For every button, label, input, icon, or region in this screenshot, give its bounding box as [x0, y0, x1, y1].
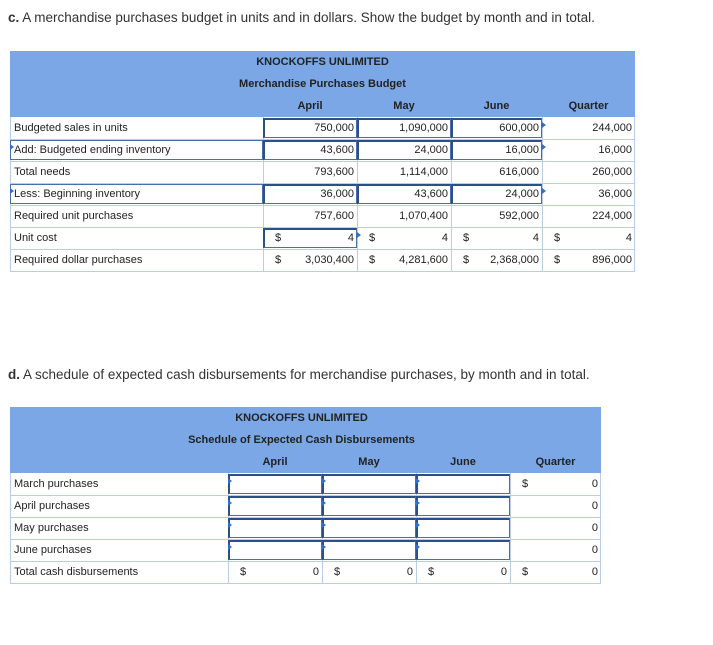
heading-c [8, 10, 595, 25]
budget-total-needs-may: 1,114,000 [399, 166, 448, 178]
may-purchases-quarter-value: 0 [591, 522, 598, 534]
table-row [10, 117, 635, 139]
budget-dollar-purchases-april: 3,030,400 [305, 254, 354, 266]
total-disbursements-april: 0 [312, 566, 319, 578]
budget-unit-purchases-june: 592,000 [499, 210, 539, 222]
budget-unit-cost-may-value: 4 [441, 232, 448, 244]
budget-ending-quarter-value: 16,000 [598, 144, 632, 156]
entry-flag-icon [322, 478, 326, 484]
budget-sales-may-value: 1,090,000 [399, 122, 448, 134]
dollar-sign: $ [369, 254, 376, 266]
heading-d-letter: d. [8, 367, 20, 382]
budget-ending-june-value: 16,000 [505, 144, 539, 156]
table-row [10, 539, 601, 561]
budget-total-needs-quarter: 260,000 [592, 166, 632, 178]
row-label-total-cash-disbursements: Total cash disbursements [14, 566, 139, 578]
march-purchases-april-input[interactable] [228, 474, 322, 494]
total-disbursements-quarter: 0 [591, 566, 598, 578]
dollar-sign: $ [240, 566, 247, 578]
entry-flag-icon [228, 544, 232, 550]
row-label-may-purchases: May purchases [14, 522, 89, 534]
entry-flag-icon [416, 478, 420, 484]
april-purchases-april-input[interactable] [228, 496, 322, 516]
table-row [10, 473, 601, 495]
row-label-june-purchases: June purchases [14, 544, 92, 556]
entry-flag-icon [322, 544, 326, 550]
budget-unit-cost-june-value: 4 [532, 232, 539, 244]
june-purchases-june-input[interactable] [416, 540, 510, 560]
june-purchases-may-input[interactable] [322, 540, 416, 560]
entry-flag-icon [416, 522, 420, 528]
dollar-sign: $ [369, 232, 376, 244]
row-label-required-unit-purchases: Required unit purchases [14, 210, 134, 222]
entry-flag-icon [228, 478, 232, 484]
budget-company-name: KNOCKOFFS UNLIMITED [256, 56, 389, 68]
budget-beginning-april-value: 36,000 [320, 188, 354, 200]
budget-total-needs-june: 616,000 [499, 166, 539, 178]
may-purchases-may-input[interactable] [322, 518, 416, 538]
budget-unit-purchases-april: 757,600 [314, 210, 354, 222]
june-purchases-quarter-value: 0 [591, 544, 598, 556]
march-purchases-may-input[interactable] [322, 474, 416, 494]
june-purchases-april-input[interactable] [228, 540, 322, 560]
schedule-company-name: KNOCKOFFS UNLIMITED [235, 412, 368, 424]
entry-flag-icon [228, 500, 232, 506]
budget-title: Merchandise Purchases Budget [239, 78, 406, 90]
table-row [10, 161, 635, 183]
dollar-sign: $ [522, 566, 529, 578]
budget-unit-cost-quarter-value: 4 [625, 232, 632, 244]
budget-unit-purchases-quarter: 224,000 [592, 210, 632, 222]
april-purchases-may-input[interactable] [322, 496, 416, 516]
heading-c-letter: c. [8, 10, 20, 25]
heading-d [8, 367, 590, 382]
cash-disbursements-table [10, 407, 601, 583]
budget-col-quarter: Quarter [568, 100, 609, 112]
budget-col-may: May [393, 100, 415, 112]
budget-dollar-purchases-may: 4,281,600 [399, 254, 448, 266]
table-row [10, 205, 635, 227]
row-label-ending-inventory: Add: Budgeted ending inventory [14, 144, 171, 156]
entry-flag-icon [416, 544, 420, 550]
row-label-april-purchases: April purchases [14, 500, 90, 512]
row-label-unit-cost: Unit cost [14, 232, 57, 244]
dollar-sign: $ [554, 254, 561, 266]
march-purchases-quarter-value: 0 [591, 478, 598, 490]
budget-sales-june-value: 600,000 [499, 122, 539, 134]
table-row [10, 183, 635, 205]
schedule-col-may: May [358, 456, 380, 468]
entry-flag-icon [228, 522, 232, 528]
dollar-sign: $ [463, 232, 470, 244]
dollar-sign: $ [275, 254, 282, 266]
budget-ending-may-value: 24,000 [414, 144, 448, 156]
may-purchases-june-input[interactable] [416, 518, 510, 538]
entry-flag-icon [416, 500, 420, 506]
total-disbursements-may: 0 [406, 566, 413, 578]
april-purchases-june-input[interactable] [416, 496, 510, 516]
row-label-march-purchases: March purchases [14, 478, 99, 490]
budget-sales-quarter-value: 244,000 [592, 122, 632, 134]
budget-sales-april-value: 750,000 [314, 122, 354, 134]
budget-beginning-june-value: 24,000 [505, 188, 539, 200]
dollar-sign: $ [522, 478, 529, 490]
budget-beginning-quarter-value: 36,000 [598, 188, 632, 200]
table-row [10, 249, 635, 271]
budget-col-april: April [297, 100, 323, 112]
may-purchases-april-input[interactable] [228, 518, 322, 538]
april-purchases-quarter-value: 0 [591, 500, 598, 512]
entry-flag-icon [322, 500, 326, 506]
schedule-col-april: April [262, 456, 288, 468]
row-label-beginning-inventory: Less: Beginning inventory [14, 188, 140, 200]
dollar-sign: $ [275, 232, 282, 244]
table-row [10, 495, 601, 517]
total-disbursements-june: 0 [500, 566, 507, 578]
dollar-sign: $ [428, 566, 435, 578]
table-row [10, 517, 601, 539]
schedule-col-quarter: Quarter [535, 456, 576, 468]
heading-d-text: A schedule of expected cash disbursements for merchandise purchases, by month and in total. [23, 367, 590, 382]
budget-col-june: June [483, 100, 510, 112]
row-label-total-needs: Total needs [14, 166, 71, 178]
entry-flag-icon [322, 522, 326, 528]
budget-unit-purchases-may: 1,070,400 [399, 210, 448, 222]
dollar-sign: $ [554, 232, 561, 244]
dollar-sign: $ [463, 254, 470, 266]
row-label-required-dollar-purchases: Required dollar purchases [14, 254, 143, 266]
table-row [10, 139, 635, 161]
heading-c-text: A merchandise purchases budget in units and in dollars. Show the budget by month and in total. [22, 10, 595, 25]
schedule-title: Schedule of Expected Cash Disbursements [188, 434, 415, 446]
row-label-budgeted-sales: Budgeted sales in units [14, 122, 128, 134]
budget-ending-april-value: 43,600 [320, 144, 354, 156]
march-purchases-june-input[interactable] [416, 474, 510, 494]
purchases-budget-table [10, 51, 635, 271]
budget-unit-cost-april-value: 4 [347, 232, 354, 244]
dollar-sign: $ [334, 566, 341, 578]
schedule-col-june: June [450, 456, 476, 468]
budget-dollar-purchases-june: 2,368,000 [490, 254, 539, 266]
table-row [10, 227, 635, 249]
budget-total-needs-april: 793,600 [314, 166, 354, 178]
table-row [10, 561, 601, 583]
budget-beginning-may-value: 43,600 [414, 188, 448, 200]
budget-dollar-purchases-quarter: 896,000 [592, 254, 632, 266]
